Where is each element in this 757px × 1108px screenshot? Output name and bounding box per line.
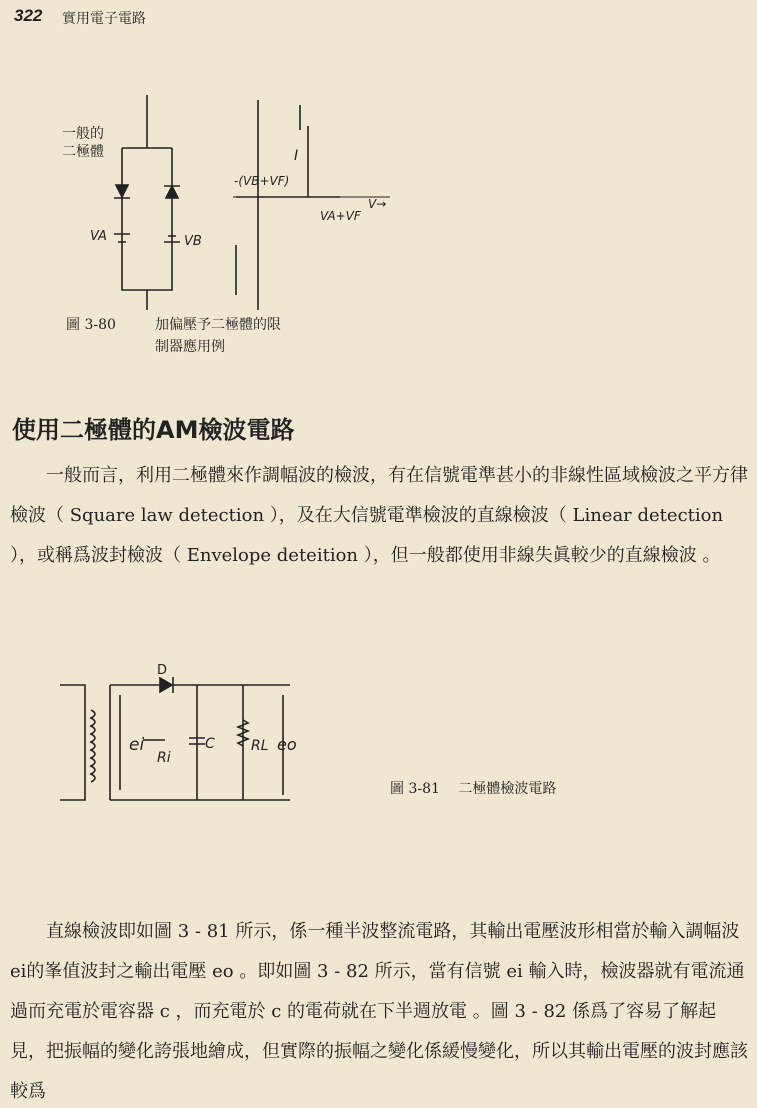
figure-3-80-caption-line1: 加偏壓予二極體的限 (155, 317, 281, 333)
label-rl: RL (251, 738, 269, 754)
label-ri: Ri (157, 750, 171, 766)
label-diode-2: 二極體 (62, 144, 104, 160)
figure-3-80-caption-line2: 制器應用例 (155, 339, 225, 355)
figure-3-81-diagram (55, 660, 315, 810)
figure-3-80-diagram (50, 90, 400, 310)
label-ei: ei (129, 735, 145, 755)
paragraph-1: 一般而言，利用二極體來作調幅波的檢波，有在信號電準甚小的非線性區域檢波之平方律檢波（ Square law detection ），及在大信號電準檢波的直線檢波（ Linear detection ），或稱爲波封檢波（ Envelope deteition ），但一般都使用非線失眞較少的直線檢波 。 (10, 465, 748, 566)
label-vb: VB (184, 234, 202, 249)
figure-3-81-caption: 圖 3-81 二極體檢波電路 (390, 781, 557, 797)
label-v: V→ (368, 197, 387, 211)
section-title: 使用二極體的AM檢波電路 (12, 416, 295, 444)
page-number: 322 (14, 6, 43, 25)
paragraph-2: 直線檢波即如圖 3 - 81 所示，係一種半波整流電路，其輸出電壓波形相當於輸入調幅波 ei的峯值波封之輸出電壓 eo 。即如圖 3 - 82 所示，當有信號 ei 輸入時，檢波器就有電流通過而充電於電容器 c ，而充電於 c 的電荷就在下半週放電 。圖 3 - 82 係爲了容易了解起見，把振幅的變化誇張地繪成，但實際的振幅之變化係緩慢變化，所以其輸出電壓的波封應該較爲 (10, 921, 748, 1102)
label-va: VA (90, 229, 107, 244)
running-title: 實用電子電路 (62, 11, 146, 27)
label-neg: -(VB+VF) (234, 174, 290, 188)
label-c: C (205, 736, 215, 752)
figure-3-80-caption-number: 圖 3-80 (66, 317, 116, 333)
label-pos: VA+VF (320, 209, 361, 223)
label-eo: eo (277, 735, 297, 754)
label-i: I (294, 148, 299, 164)
label-diode-1: 一般的 (62, 126, 104, 142)
label-d: D (157, 663, 168, 678)
